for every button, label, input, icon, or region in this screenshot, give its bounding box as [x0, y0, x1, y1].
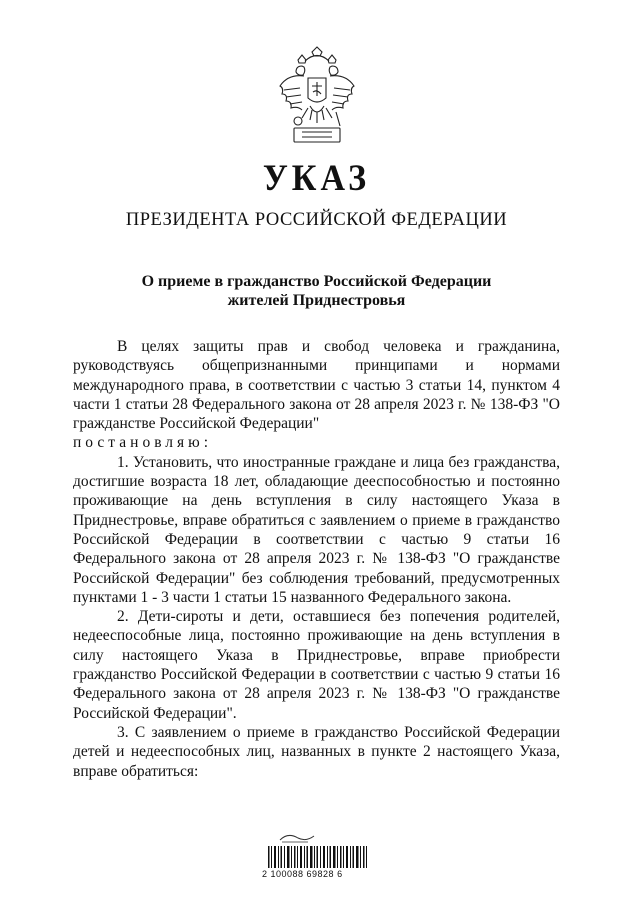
clause-1-paragraph: 1. Установить, что иностранные граждане и лица без гражданства, достигшие возраста 18 лет, обладающие дееспособностью и постоянно проживающие на день вступления в силу настоящего Указа в Приднестровье, вправе обратиться с заявлением о приеме в гражданство Российской Федерации в соответствии с частью 9 статьи 16 Федерального закона от 28 апреля 2023 г. № 138-ФЗ "О гражданстве Российской Федерации" без соблюдения требований, предусмотренных пунктами 1 - 3 части 1 статьи 15 названного Федерального закона.: [73, 453, 560, 606]
document-subtitle: ПРЕЗИДЕНТА РОССИЙСКОЙ ФЕДЕРАЦИИ: [125, 210, 508, 230]
preamble-paragraph: В целях защиты прав и свобод человека и гражданина, руководствуясь общепризнанными принципами и нормами международного права, в соответствии с частью 3 статьи 14, пунктом 4 части 1 статьи 28 Федерального закона от 28 апреля 2023 г. № 138-ФЗ "О гражданстве Российской Федерации": [73, 338, 560, 433]
decree-body: [73, 337, 560, 781]
decree-heading-line-1: О приеме в гражданство Российской Федерации: [141, 273, 492, 290]
barcode: [268, 846, 368, 868]
document-title: УКАЗ: [262, 158, 371, 199]
decree-heading-line-2: жителей Приднестровья: [227, 292, 406, 309]
clause-3-paragraph: 3. С заявлением о приеме в гражданство Российской Федерации детей и недееспособных лиц, названных в пункте 2 настоящего Указа, вправе обратиться:: [73, 723, 560, 780]
decree-heading: [0, 272, 633, 310]
double-headed-eagle-icon: [274, 46, 360, 146]
stamp-mark: [268, 830, 348, 844]
decree-resolution: постановляю:: [73, 434, 213, 452]
barcode-number: 2 100088 69828 6: [262, 869, 343, 879]
clause-2-paragraph: 2. Дети-сироты и дети, оставшиеся без попечения родителей, недееспособные лица, постоянно проживающие на день вступления в силу настоящего Указа в Приднестровье, вправе приобрести гражданство Российской Федерации в соответствии с частью 9 статьи 16 Федерального закона от 28 апреля 2023 г. № 138-ФЗ "О гражданстве Российской Федерации".: [73, 608, 560, 722]
